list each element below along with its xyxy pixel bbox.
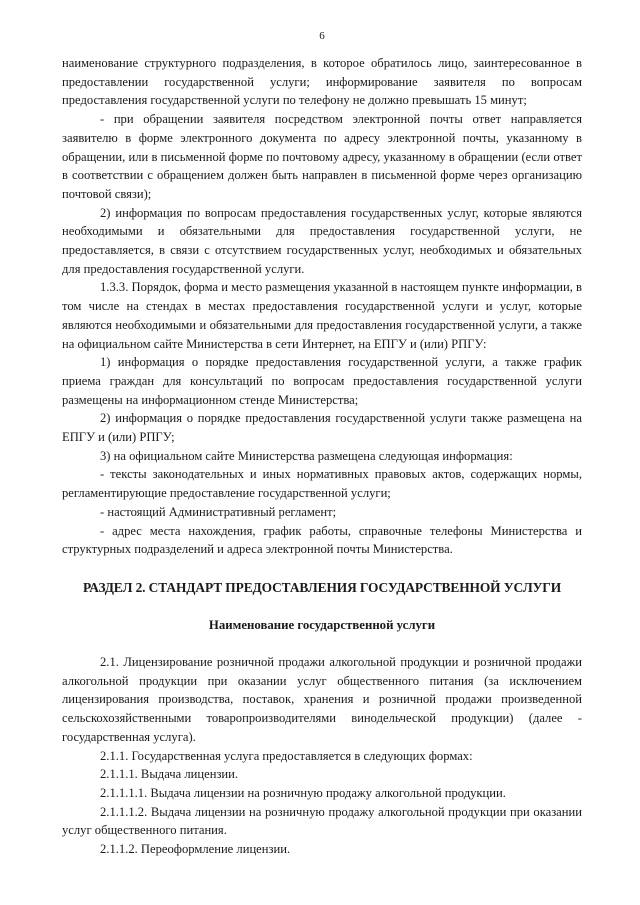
section-heading: РАЗДЕЛ 2. СТАНДАРТ ПРЕДОСТАВЛЕНИЯ ГОСУДАРСТВЕННОЙ УСЛУГИ xyxy=(82,579,562,595)
paragraph: 2) информация по вопросам предоставления государственных услуг, которые являются необходимыми и обязательными для предоставления государственной услуги, не предоставляется, в связи с отсутствием государственных услуг, необходимых и обязательных для предоставления государственной услуги. xyxy=(62,205,582,276)
subsection-heading: Наименование государственной услуги xyxy=(208,617,436,632)
paragraph: - адрес места нахождения, график работы, справочные телефоны Министерства и структурных подразделений и адреса электронной почты Министерства. xyxy=(62,523,582,557)
paragraph: 2) информация о порядке предоставления государственной услуги также размещена на ЕПГУ и (или) РПГУ; xyxy=(62,411,582,445)
paragraph: наименование структурного подразделения, в которое обратилось лицо, заинтересованное в предоставлении государственной услуги; информирование заявителя по вопросам предоставления государственной услуги по телефону не должно превышать 15 минут; xyxy=(62,56,582,108)
paragraph: 1) информация о порядке предоставления государственной услуги, а также график приема граждан для консультаций по вопросам предоставления государственной услуги размещены на информационном стенде Министерства; xyxy=(62,355,582,407)
document-page xyxy=(62,28,582,859)
paragraph: - тексты законодательных и иных нормативных правовых актов, содержащих нормы, регламентирующие предоставление государственной услуги; xyxy=(62,467,582,501)
paragraph: - настоящий Административный регламент; xyxy=(100,504,337,519)
paragraph: 2.1.1.1.1. Выдача лицензии на розничную продажу алкогольной продукции. xyxy=(100,785,506,800)
paragraph: 2.1. Лицензирование розничной продажи алкогольной продукции и розничной продажи алкогольной продукции при оказании услуг общественного питания (за исключением лицензирования производства, поставок, хранения и розничной продажи произведенной сельскохозяйственными товаропроизводителями винодельческой продукции) (далее - государственная услуга). xyxy=(62,654,582,744)
paragraph: 2.1.1. Государственная услуга предоставляется в следующих формах: xyxy=(100,748,473,763)
paragraph: 1.3.3. Порядок, форма и место размещения указанной в настоящем пункте информации, в том числе на стендах в местах предоставления государственной услуги и услуг, которые являются необходимыми и обязательными для предоставления государственной услуги, а также на официальном сайте Министерства в сети Интернет, на ЕПГУ и (или) РПГУ: xyxy=(62,280,582,351)
page-number: 6 xyxy=(319,30,325,42)
paragraph: 3) на официальном сайте Министерства размещена следующая информация: xyxy=(100,448,513,463)
paragraph: 2.1.1.1. Выдача лицензии. xyxy=(100,767,239,782)
paragraph: - при обращении заявителя посредством электронной почты ответ направляется заявителю в форме электронного документа по адресу электронной почты, указанному в обращении, или в письменной форме по почтовому адресу, указанному в обращении (если ответ в соответствии с обращением должен быть направлен в письменной форме через организацию почтовой связи); xyxy=(62,112,582,201)
paragraph: 2.1.1.1.2. Выдача лицензии на розничную продажу алкогольной продукции при оказании услуг общественного питания. xyxy=(62,804,582,838)
paragraph: 2.1.1.2. Переоформление лицензии. xyxy=(100,842,291,857)
